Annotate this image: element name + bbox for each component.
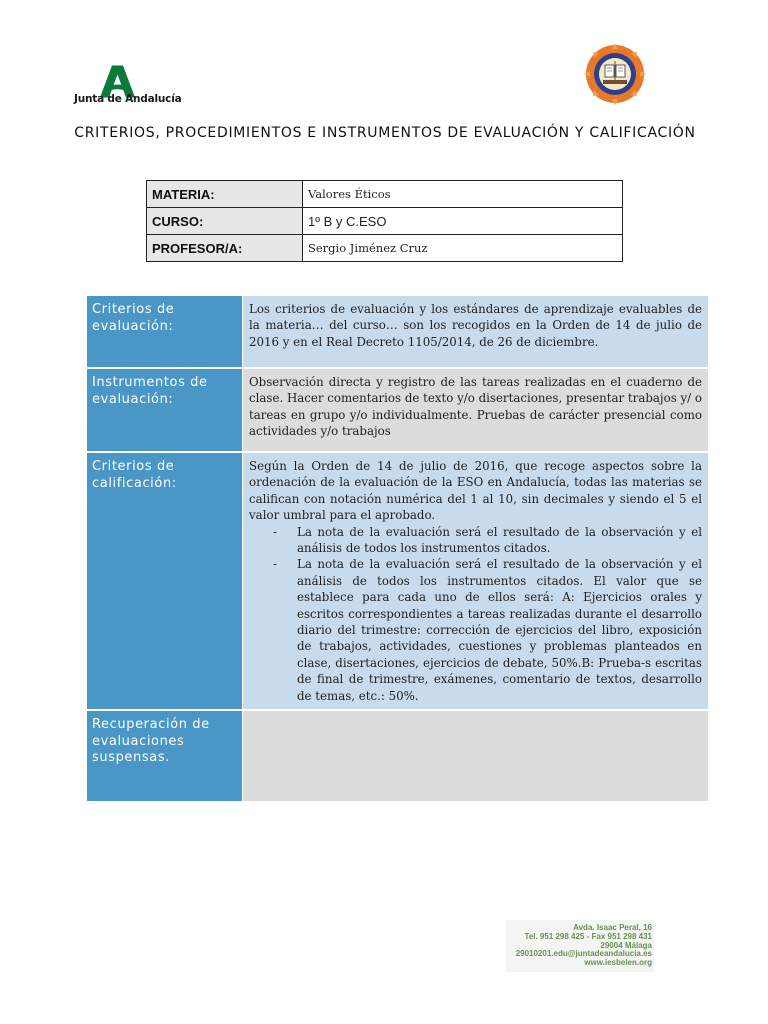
evaluation-criteria-table (87, 296, 708, 803)
criterios-calificacion-row (87, 453, 708, 711)
document-title: CRITERIOS, PROCEDIMIENTOS E INSTRUMENTOS DE EVALUACIÓN Y CALIFICACIÓN (74, 125, 696, 141)
instrumentos-evaluacion-row (87, 369, 708, 453)
recuperacion-text (243, 711, 708, 803)
criterios-evaluacion-label: Criterios de evaluación: (87, 296, 242, 369)
materia-value: Valores Éticos (303, 181, 623, 208)
criterios-evaluacion-paragraph: Los criterios de evaluación y los estándares de aprendizaje evaluables de la materia… del curso… son los recogidos en la Orden de 14 de julio de 2016 y en el Real Decreto 1105/2014, de 26 de diciembre. (249, 302, 702, 349)
criterios-evaluacion-text (243, 296, 708, 369)
curso-row (147, 208, 623, 235)
footer-city: 29004 Málaga (600, 940, 652, 950)
materia-label: MATERIA: (147, 181, 303, 208)
instrumentos-evaluacion-text (243, 369, 708, 453)
contact-block (516, 924, 652, 968)
list-item-text: La nota de la evaluación será el resultado de la observación y el análisis de todos los instrumentos citados. El valor que se establece para cada uno de ellos será: A: Ejercicios orales y escritos correspondientes a tareas realizadas durante el desarrollo diario del trimestre: corrección de ejercicios del libro, exposición de trabajos, actividades, cuestiones y problemas planteados en clase, disertaciones, ejercicios de debate, 50%.B: Prueba-s escritas de final de trimestre, exámenes, comentario de textos, desarrollo de temas, etc.: 50%. (297, 557, 702, 703)
footer-address: Avda. Isaac Peral, 16 (573, 923, 652, 932)
criterios-calificacion-label: Criterios de calificación: (87, 453, 242, 711)
footer-email: 29010201.edu@juntadeandalucia.es (515, 949, 652, 959)
list-item (249, 556, 702, 704)
footer-phone: Tel. 951 298 425 - Fax 951 298 431 (524, 931, 652, 941)
school-emblem (584, 43, 646, 105)
recuperacion-row (87, 711, 708, 803)
criterios-calificacion-intro: Según la Orden de 14 de julio de 2016, que recoge aspectos sobre la ordenación de la evaluación de la ESO en Andalucía, todas las materias se califican con notación numérica del 1 al 10, sin decimales y siendo el 5 el valor umbral para el aprobado. (249, 459, 702, 523)
criterios-calificacion-list (249, 524, 702, 704)
materia-row (147, 181, 623, 208)
curso-label: CURSO: (147, 208, 303, 235)
curso-value: 1º B y C.ESO (303, 208, 623, 235)
criterios-evaluacion-row (87, 296, 708, 369)
list-item-text: La nota de la evaluación será el resultado de la observación y el análisis de todos los instrumentos citados. (297, 524, 702, 556)
recuperacion-label: Recuperación de evaluaciones suspensas. (87, 711, 242, 803)
subject-info-table (146, 180, 623, 262)
school-contact-footer (506, 920, 654, 972)
instrumentos-evaluacion-paragraph: Observación directa y registro de las tareas realizadas en el cuaderno de clase. Hacer comentarios de texto y/o disertaciones, presentar trabajos y/ o tareas en grupo y/o individualmente. Pruebas de carácter presencial como actividades y/o trabajos (249, 375, 702, 439)
junta-andalucia-text: Junta de Andalucía (74, 93, 182, 105)
profesor-value: Sergio Jiménez Cruz (303, 235, 623, 262)
profesor-row (147, 235, 623, 262)
criterios-calificacion-text (243, 453, 708, 711)
bullet-dash: - (273, 557, 277, 572)
profesor-label: PROFESOR/A: (147, 235, 303, 262)
bullet-dash: - (273, 524, 277, 539)
footer-web: www.iesbelen.org (584, 958, 652, 968)
list-item (249, 524, 702, 557)
instrumentos-evaluacion-label: Instrumentos de evaluación: (87, 369, 242, 453)
